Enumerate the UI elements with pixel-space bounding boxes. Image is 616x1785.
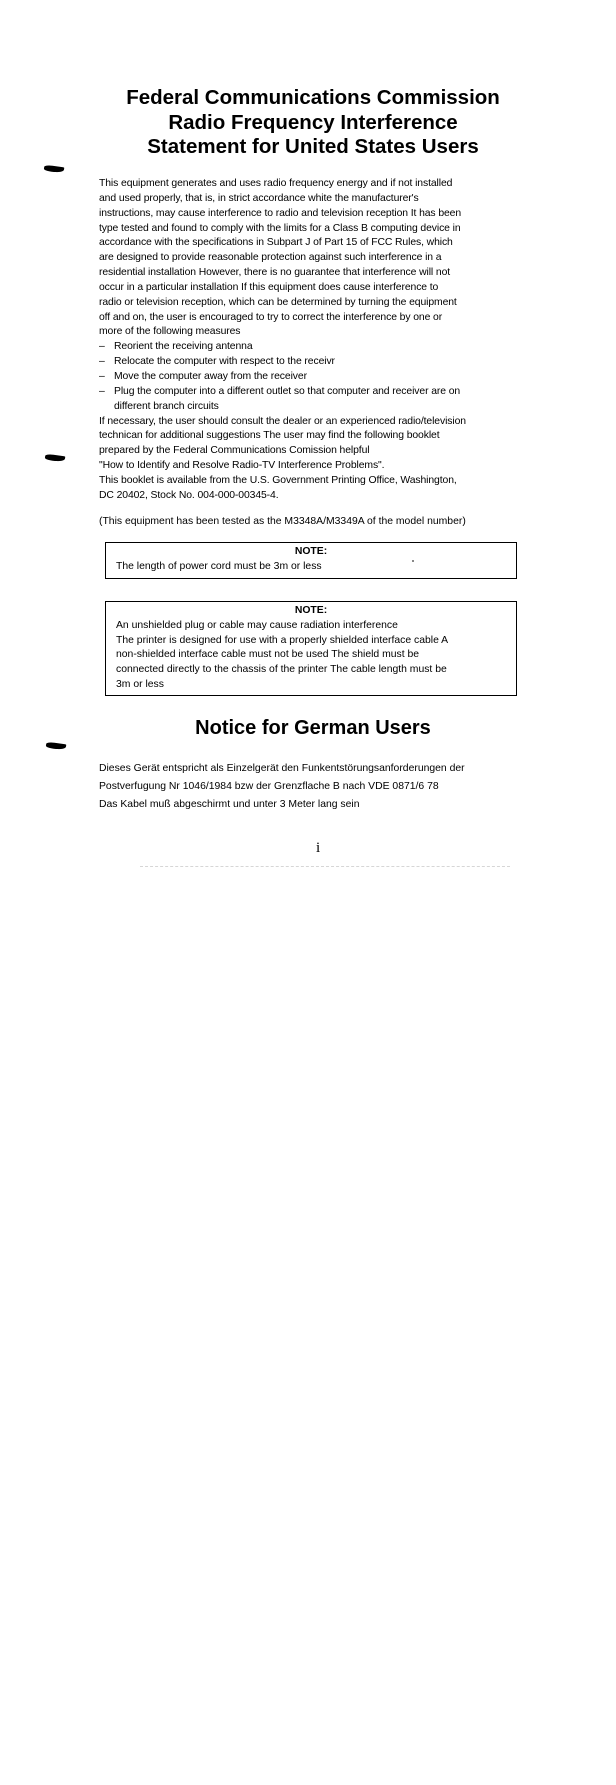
note-line: The printer is designed for use with a properly shielded interface cable A: [116, 634, 449, 646]
measure-text: Relocate the computer with respect to the receivr: [114, 356, 335, 368]
faint-scan-line: [140, 866, 510, 867]
note-heading: NOTE:: [294, 605, 328, 616]
fcc-paragraph-line: radio or television reception, which can be determined by turning the equipment: [99, 296, 457, 308]
consult-line: technican for additional suggestions The user may find the following booklet: [99, 430, 440, 442]
fcc-paragraph-line: more of the following measures: [99, 326, 241, 338]
punch-hole-mark: [44, 165, 65, 174]
note-heading: NOTE:: [294, 546, 328, 557]
consult-line: If necessary, the user should consult the dealer or an experienced radio/television: [99, 415, 466, 427]
fcc-paragraph-line: This equipment generates and uses radio frequency energy and if not installed: [99, 178, 453, 189]
booklet-title-line: "How to Identify and Resolve Radio-TV Interference Problems".: [99, 460, 385, 472]
fcc-title-line: Statement for United States Users: [147, 135, 479, 158]
fcc-title: [90, 86, 536, 160]
fcc-paragraph-line: and used properly, that is, in strict accordance white the manufacturer's: [99, 192, 419, 204]
punch-hole-mark: [46, 742, 67, 751]
measure-text: Move the computer away from the receiver: [114, 370, 307, 382]
dash-bullet: –: [99, 385, 105, 397]
fcc-paragraph-line: instructions, may cause interference to radio and television reception It has been: [99, 207, 462, 219]
measure-item: [99, 340, 539, 355]
fcc-paragraph-line: are designed to provide reasonable protection against such interference in a: [99, 252, 442, 264]
measure-continuation: different branch circuits: [114, 400, 219, 412]
page-number: i: [316, 840, 321, 856]
fcc-paragraph-line: residential installation However, there is no guarantee that interference will not: [99, 267, 451, 279]
dash-bullet: –: [99, 370, 105, 382]
german-notice-body: [99, 760, 465, 815]
fcc-paragraph-line: type tested and found to comply with the limits for a Class B computing device in: [99, 222, 461, 234]
fcc-paragraph-line: accordance with the specifications in Subpart J of Part 15 of FCC Rules, which: [99, 237, 453, 249]
note-line: non-shielded interface cable must not be used The shield must be: [116, 649, 420, 661]
fcc-paragraph-line: off and on, the user is encouraged to try to correct the interference by one or: [99, 311, 443, 323]
tested-model-note: (This equipment has been tested as the M3348A/M3349A of the model number): [99, 516, 466, 527]
note-line: An unshielded plug or cable may cause radiation interference: [116, 619, 398, 631]
measure-item: [99, 355, 539, 370]
dash-bullet: –: [99, 341, 105, 353]
dash-bullet: –: [99, 356, 105, 368]
measure-text: Reorient the receiving antenna: [114, 341, 253, 353]
fcc-statement-body: [99, 177, 539, 504]
consult-line: DC 20402, Stock No. 004-000-00345-4.: [99, 489, 279, 501]
note-line: The length of power cord must be 3m or less: [116, 560, 322, 572]
german-notice-line: Dieses Gerät entspricht als Einzelgerät den Funkentstörungsanforderungen der: [99, 763, 465, 774]
note-box-interface-cable: [105, 601, 517, 696]
measure-item: [99, 385, 539, 400]
consult-line: prepared by the Federal Communications Comission helpful: [99, 445, 370, 457]
german-notice-line: Das Kabel muß abgeschirmt und unter 3 Meter lang sein: [99, 799, 360, 811]
note-box-power-cord: [105, 542, 517, 579]
fcc-paragraph-line: occur in a particular installation If this equipment does cause interference to: [99, 281, 439, 293]
fcc-title-line: Radio Frequency Interference: [168, 110, 458, 134]
consult-line: This booklet is available from the U.S. Government Printing Office, Washington,: [99, 474, 457, 486]
measure-text: Plug the computer into a different outlet so that computer and receiver are on: [114, 385, 461, 397]
note-line: 3m or less: [116, 678, 164, 690]
measure-item: [99, 370, 539, 385]
note-line: connected directly to the chassis of the printer The cable length must be: [116, 664, 447, 676]
punch-hole-mark: [45, 454, 66, 463]
fcc-title-line: Federal Communications Commission: [126, 86, 500, 109]
german-notice-title: Notice for German Users: [195, 717, 431, 739]
german-notice-line: Postverfugung Nr 1046/1984 bzw der Grenzflache B nach VDE 0871/6 78: [99, 781, 439, 793]
scan-speck: [412, 560, 414, 562]
